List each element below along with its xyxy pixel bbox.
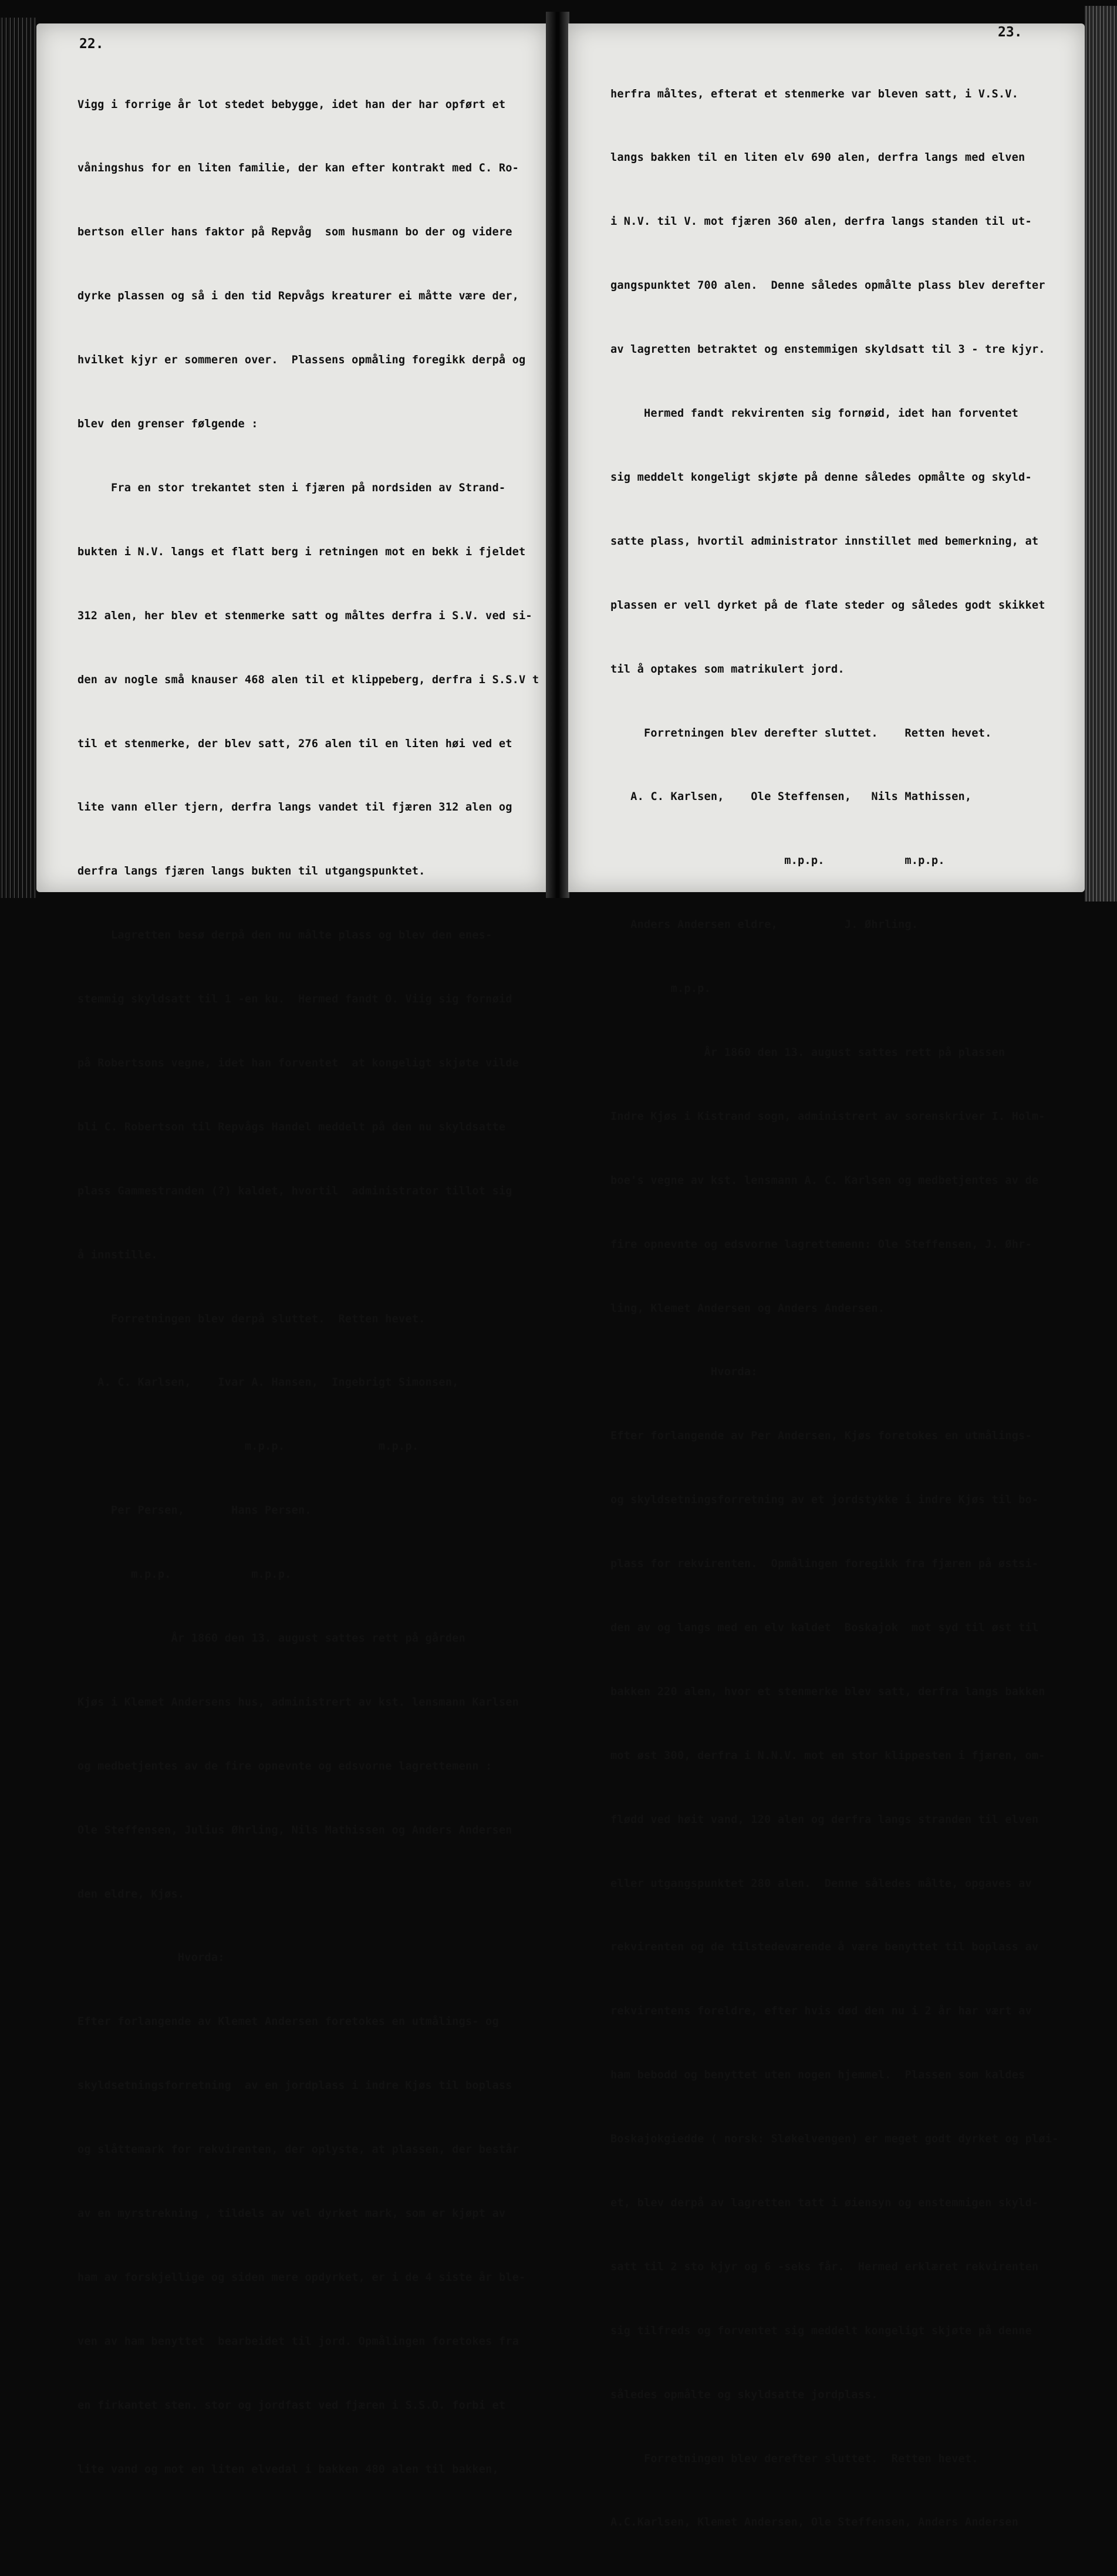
text-line: herfra måltes, efterat et stenmerke var bleven satt, i V.S.V. xyxy=(610,87,1019,100)
text-line: den av og langs med en elv kaldet Boskajok mot syd til øst til xyxy=(610,1621,1039,1634)
text-line: hvilket kjyr er sommeren over. Plassens opmåling foregikk derpå og xyxy=(77,354,526,367)
text-line: den av nogle små knauser 468 alen til et klippeberg, derfra i S.S.V t xyxy=(77,673,539,686)
text-line: rekvirentens foreldre, efter hvis død den nu i 2 år har vært av xyxy=(610,2005,1032,2018)
text-line: Per Persen, Hans Persen. xyxy=(77,1504,312,1517)
text-line: bli C. Robertson til Repvågs Handel meddelt på den nu skyldsatte xyxy=(77,1120,506,1133)
text-line: fire opnevnte og edsvorne lagrettemenn: Ole Steffensen, J. Øhr- xyxy=(610,1238,1032,1251)
text-line: våningshus for en liten familie, der kan efter kontrakt med C. Ro- xyxy=(77,162,519,175)
text-line: Hvorda: xyxy=(77,1952,225,1964)
text-line: A. C. Karlsen, Ivar A. Hansen, Ingebrigt Simonsen, xyxy=(77,1376,459,1389)
text-line: flødd ved høit vand, 120 alen og derfra langs stranden til elven xyxy=(610,1813,1039,1826)
left-page-edges xyxy=(0,18,36,898)
text-line: boe's vegne av kst. lensmann A. C. Karlsen og medbetjentes av de xyxy=(610,1174,1039,1187)
text-line: A.C.Karlsen, Klemet Andersen, Ole Steffensen, Anders Andersen xyxy=(610,2516,1019,2529)
text-line: Forretningen blev derefter sluttet. Retten hevet. xyxy=(610,2452,978,2465)
text-line: på Robertsons vegne, idet han forventet at kongeligt skjøte vilde xyxy=(77,1056,519,1069)
text-line: Forretningen blev derefter sluttet. Retten hevet. xyxy=(610,727,992,740)
text-line: og medbetjentes av de fire opnevnte og edsvorne lagrettemenn : xyxy=(77,1760,492,1773)
right-page-text xyxy=(610,41,1058,2576)
text-line: skyldsetningsforretning av en jordplass i indre Kjøs til boplass xyxy=(77,2079,512,2092)
right-page-edges xyxy=(1085,6,1117,902)
text-line: plass Gammestranden (?) kaldet, hvortil administrator tillot sig xyxy=(77,1184,512,1197)
text-line: i N.V. til V. mot fjæren 360 alen, derfra langs standen til ut- xyxy=(610,215,1032,228)
text-line: ham av forskjellige og siden mere opdyrket, er i de 4 siste år ble- xyxy=(77,2271,526,2284)
text-line: plass for rekvirenten. Opmålingen foregikk fra fjæren på østsi- xyxy=(610,1558,1039,1571)
text-line: ling, Klemet Andersen og Anders Andersen. xyxy=(610,1302,885,1315)
text-line: til å optakes som matrikulert jord. xyxy=(610,663,845,676)
text-line: ven av ham benyttet bearbeidet til jord. Opmålingen foretokes fra xyxy=(77,2335,519,2348)
text-line: mot øst 300, derfra i N.N.V. mot en stor klippesten i fjæren, om- xyxy=(610,1749,1045,1762)
text-line: dyrke plassen og så i den tid Repvågs kreaturer ei måtte være der, xyxy=(77,290,519,303)
text-line: til et stenmerke, der blev satt, 276 alen til en liten høi ved et xyxy=(77,737,512,750)
right-page xyxy=(568,23,1085,2529)
text-line: m.p.p. m.p.p. xyxy=(77,1568,292,1581)
text-line: Hvorda: xyxy=(610,1366,758,1379)
text-line: År 1860 den 13. august sattes rett på plassen xyxy=(610,1046,1005,1059)
text-line: Anders Andersen eldre, J. Øhrling. xyxy=(610,919,919,931)
text-line: Efter forlangende av Per Andersen, Kjøs foretokes en utmålings- xyxy=(610,1430,1032,1443)
text-line: således opmålte og skyldsatte jordplass. xyxy=(610,2388,878,2401)
text-line: År 1860 den 13. august sattes rett på gården xyxy=(77,1632,465,1645)
text-line: og skyldsetningsforretning av et jordstykke i indre Kjøs til bo- xyxy=(610,1494,1039,1507)
text-line: rekvirenten og de tilstedeværende å være benyttet til boplass av xyxy=(610,1941,1039,1954)
text-line: ham bebodd og benyttet uten nogen hjemmel. Plassen som kaldes xyxy=(610,2069,1025,2082)
text-line: Indre Kjøs i Kistrand sogn, administrert av sorenskriver I. Holm- xyxy=(610,1110,1045,1123)
text-line: Efter forlangende av Klemet Andersen foretokes en utmålings- og xyxy=(77,2015,499,2028)
text-line: stemmig skyldsatt til 1 -en ku. Hermed fandt O. Viig sig fornøid xyxy=(77,993,512,1006)
text-line: sig tilfreds og forventet sig meddelt kongeligt skjøte på denne xyxy=(610,2324,1032,2337)
left-page xyxy=(36,23,547,2476)
text-line: bakken 220 alen, hvor et stenmerke blev satt, derfra langs bakken xyxy=(610,1685,1045,1698)
text-line: blev den grenser følgende : xyxy=(77,418,258,431)
text-line: Vigg i forrige år lot stedet bebygge, idet han der har opført et xyxy=(77,98,506,111)
text-line: satt til 2 sto kjyr og 6 -seks får. Hermed erklæret rekvirenten xyxy=(610,2260,1039,2273)
text-line: og slåttemark for rekvirenten, der oplyste, at plassen, der består xyxy=(77,2143,519,2156)
text-line: lite vann eller tjern, derfra langs vandet til fjæren 312 alen og xyxy=(77,801,512,814)
page-number: 22. xyxy=(79,36,104,52)
text-line: gangspunktet 700 alen. Denne således opmålte plass blev derefter xyxy=(610,279,1045,292)
text-line: langs bakken til en liten elv 690 alen, derfra langs med elven xyxy=(610,151,1025,164)
text-line: bukten i N.V. langs et flatt berg i retningen mot en bekk i fjeldet xyxy=(77,545,526,558)
text-line: et, blev derpå av lagretten tatt i øiensyn og enstemmigen skyld- xyxy=(610,2196,1039,2209)
text-line: Kjøs i Klemet Andersens hus, administrert av kst. lensmann Karlsen xyxy=(77,1696,519,1709)
text-line: den eldre, Kjøs. xyxy=(77,1888,185,1900)
text-line: lite vand og mot en liten elvedal i bakken 480 alen til bakken, xyxy=(77,2463,499,2476)
book-gutter xyxy=(546,12,569,898)
text-line: m.p.p. m.p.p. xyxy=(610,855,945,867)
text-line: av lagretten betraktet og enstemmigen skyldsatt til 3 - tre kjyr. xyxy=(610,343,1045,356)
text-line: å innstille. xyxy=(77,1248,158,1261)
page-number: 23. xyxy=(998,25,1022,40)
text-line: Forretningen blev derpå sluttet. Retten hevet. xyxy=(77,1312,426,1325)
text-line: 312 alen, her blev et stenmerke satt og måltes derfra i S.V. ved si- xyxy=(77,609,532,622)
text-line: Hermed fandt rekvirenten sig fornøid, idet han forventet xyxy=(610,407,1019,420)
text-line: eller utgangspunktet 280 alen. Denne således målte, opgaves av xyxy=(610,1877,1032,1890)
text-line: satte plass, hvortil administrator innstillet med bemerkning, at xyxy=(610,535,1039,548)
text-line: Lagretten besø derpå den nu målte plass og blev den enes- xyxy=(77,929,492,942)
text-line: plassen er vell dyrket på de flate steder og således godt skikket xyxy=(610,599,1045,612)
text-line: derfra langs fjæren langs bukten til utgangspunktet. xyxy=(77,865,426,878)
text-line: Fra en stor trekantet sten i fjæren på nordsiden av Strand- xyxy=(77,481,506,494)
text-line: bertson eller hans faktor på Repvåg som husmann bo der og videre xyxy=(77,226,512,239)
text-line: sig meddelt kongeligt skjøte på denne således opmålte og skyld- xyxy=(610,471,1032,484)
text-line: av en myrstrekning , tildels av vel dyrket mark, som er kjøpt av xyxy=(77,2207,506,2220)
text-line: Boskajokgiedde ( norsk: Sløkelvengen) er meget godt dyrket og pløi- xyxy=(610,2133,1059,2146)
text-line: en firkantet sten. stor og jordfast ved fjæren i S.S.O. forbi et xyxy=(77,2399,506,2412)
left-page-text xyxy=(77,52,539,2523)
text-line: m.p.p. xyxy=(610,983,711,995)
text-line: Ole Steffensen, Julius Øhrling, Nils Mathissen og Anders Andersen xyxy=(77,1824,512,1836)
text-line: m.p.p. m.p.p. xyxy=(77,1440,419,1453)
text-line: A. C. Karlsen, Ole Steffensen, Nils Mathissen, xyxy=(610,791,972,803)
